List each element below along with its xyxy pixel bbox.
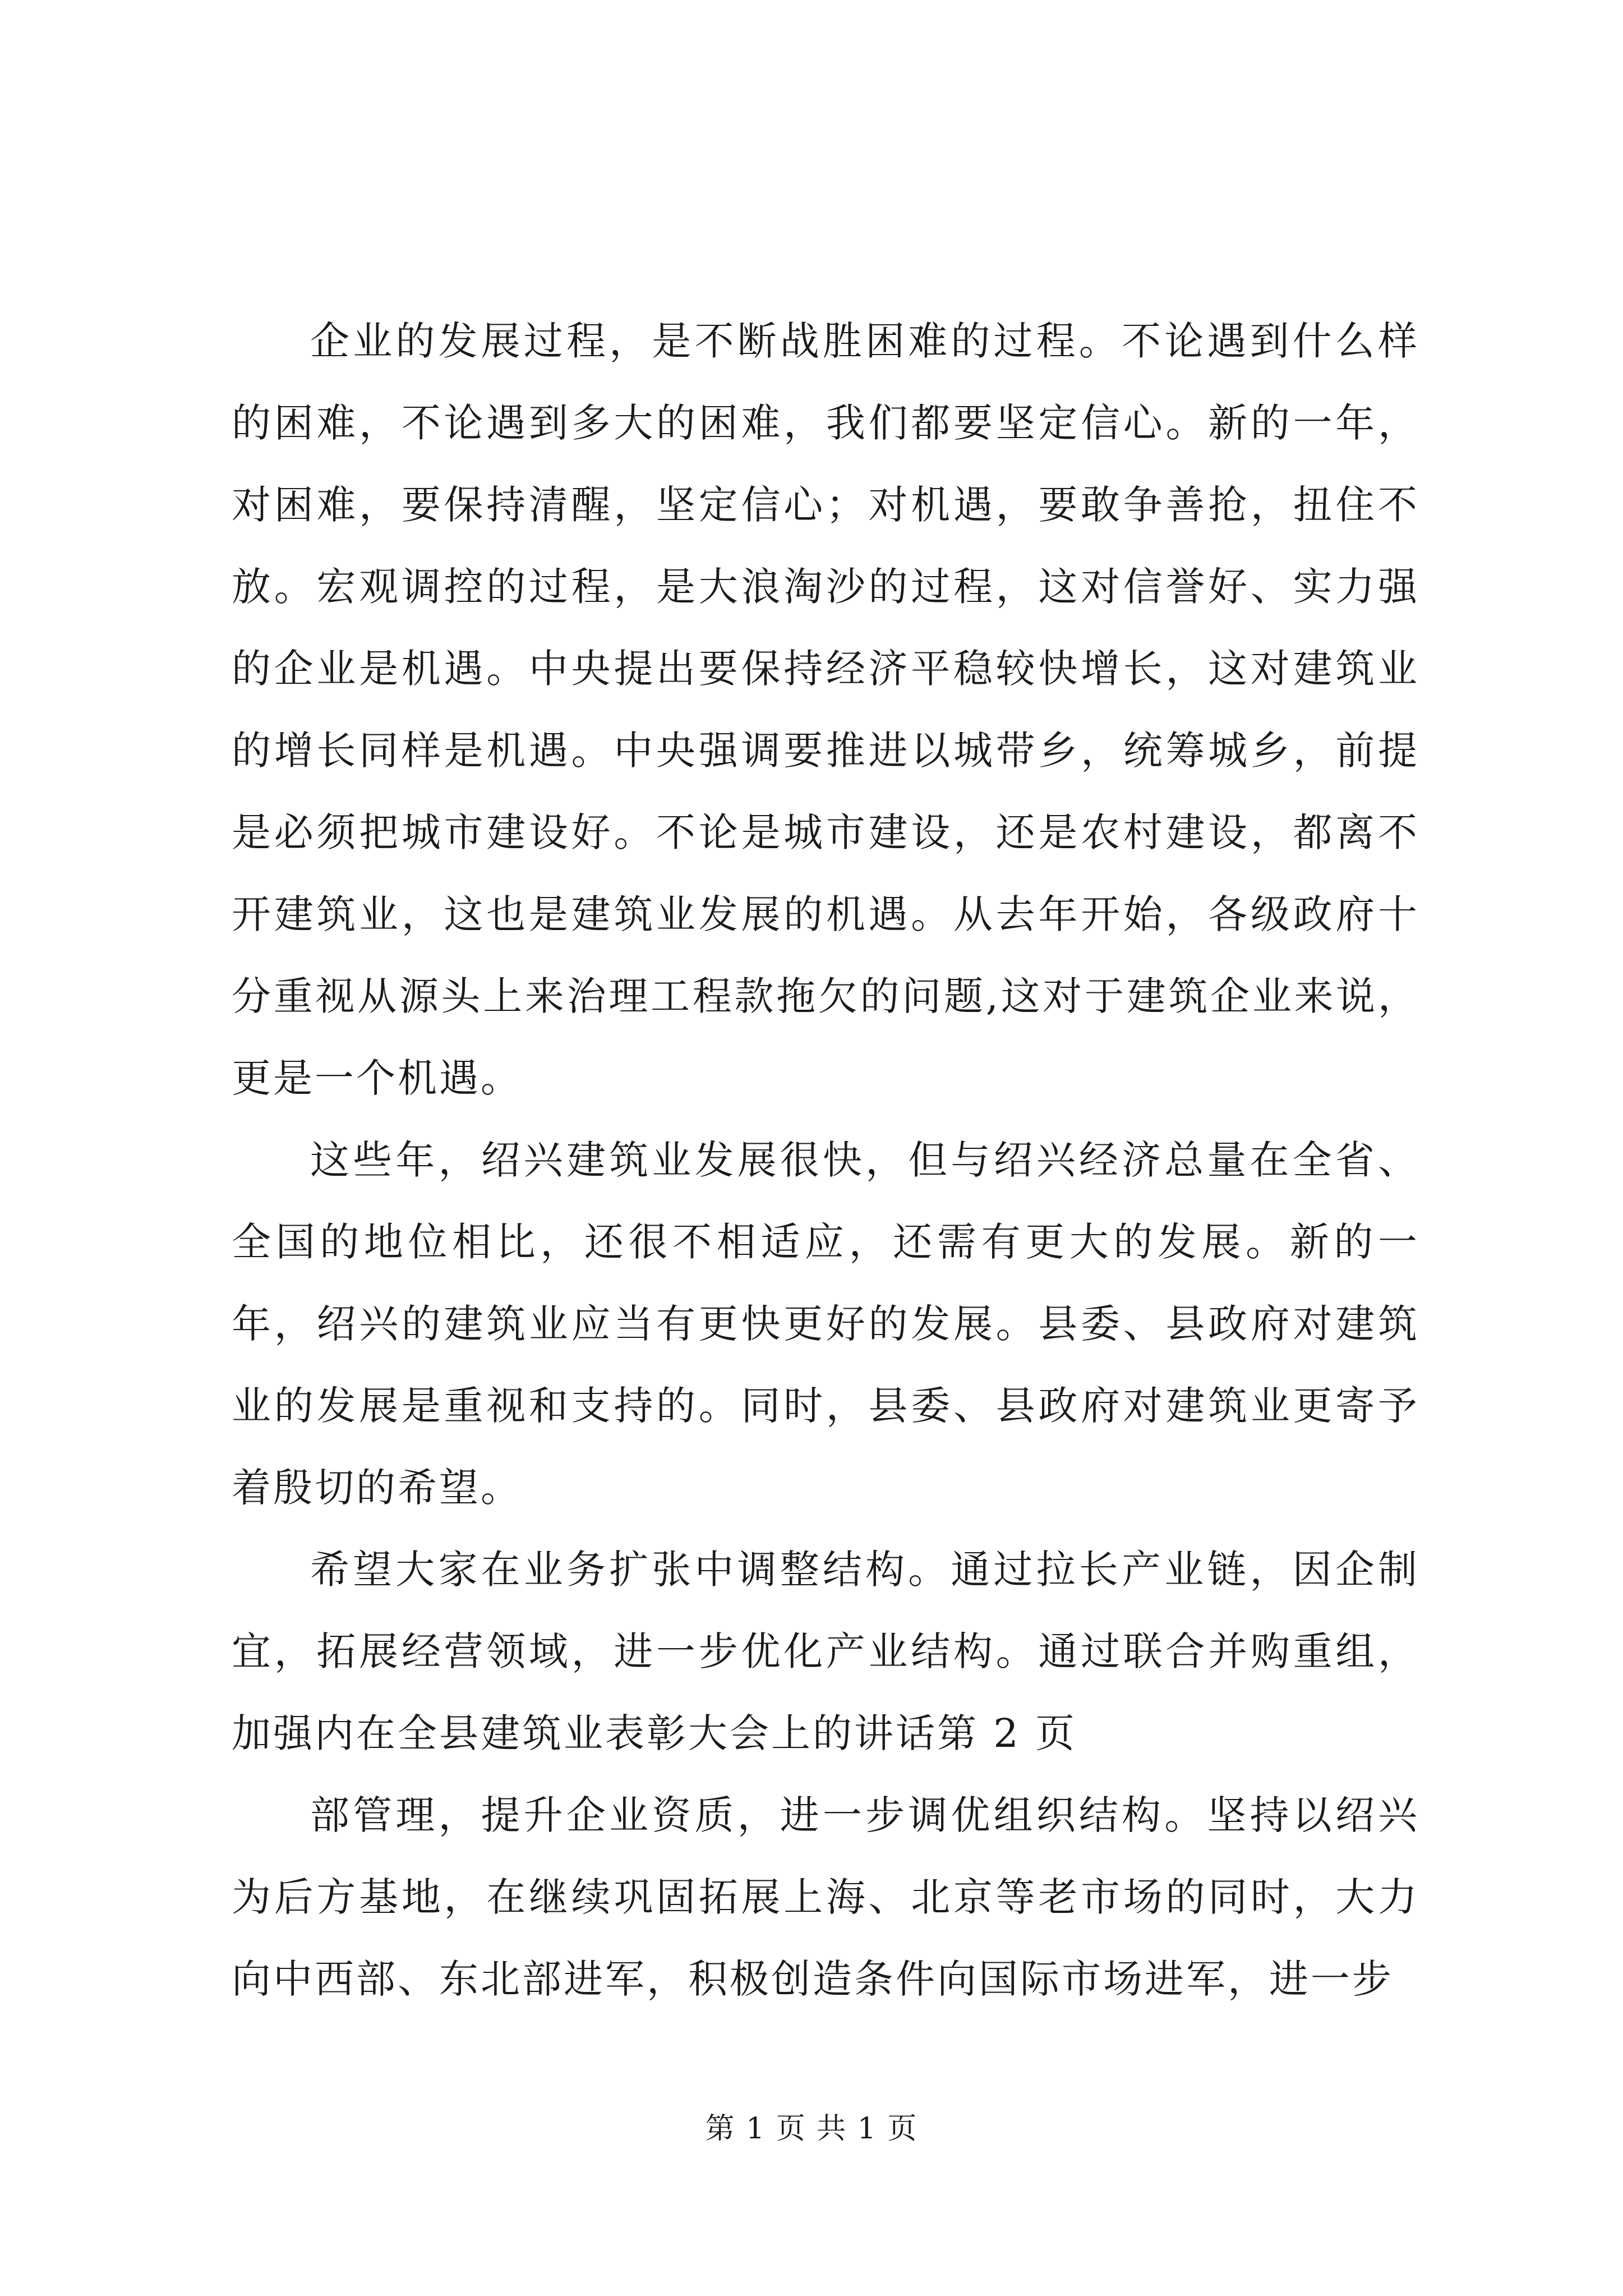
paragraph-4: 部管理，提升企业资质，进一步调优组织结构。坚持以绍兴为后方基地，在继续巩固拓展上海、北京等老市场的同时，大力向中西部、东北部进军，积极创造条件向国际市场进军，进一步 [232,1792,1419,2002]
paragraph-2: 这些年，绍兴建筑业发展很快，但与绍兴经济总量在全省、全国的地位相比，还很不相适应，还需有更大的发展。新的一年，绍兴的建筑业应当有更快更好的发展。县委、县政府对建筑业的发展是重视和支持的。同时，县委、县政府对建筑业更寄予着殷切的希望。 [232,1137,1419,1511]
page-footer: 第 1 页 共 1 页 [705,2112,918,2146]
paragraph-1: 企业的发展过程，是不断战胜困难的过程。不论遇到什么样的困难，不论遇到多大的困难，我们都要坚定信心。新的一年，对困难，要保持清醒，坚定信心；对机遇，要敢争善抢，扭住不放。宏观调控的过程，是大浪淘沙的过程，这对信誉好、实力强的企业是机遇。中央提出要保持经济平稳较快增长，这对建筑业的增长同样是机遇。中央强调要推进以城带乡，统筹城乡，前提是必须把城市建设好。不论是城市建设，还是农村建设，都离不开建筑业，这也是建筑业发展的机遇。从去年开始，各级政府十分重视从源头上来治理工程款拖欠的问题,这对于建筑企业来说，更是一个机遇。 [232,318,1419,1101]
document-body [232,300,1419,2020]
paragraph-3: 希望大家在业务扩张中调整结构。通过拉长产业链，因企制宜，拓展经营领域，进一步优化产业结构。通过联合并购重组，加强内在全县建筑业表彰大会上的讲话第 2 页 [232,1547,1419,1756]
